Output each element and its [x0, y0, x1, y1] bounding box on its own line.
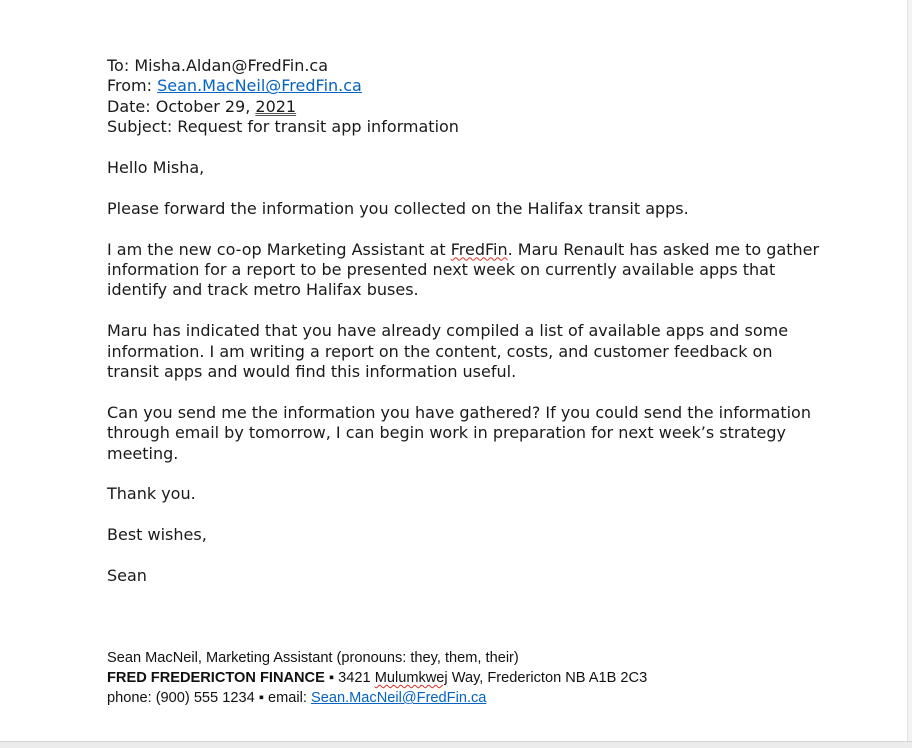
paragraph-1: Please forward the information you collected on the Halifax transit apps.	[107, 198, 689, 218]
address-rest: Way, Fredericton NB A1B 2C3	[447, 670, 648, 686]
company-name: FRED FREDERICTON FINANCE	[107, 670, 325, 686]
subject-value: Request for transit app information	[177, 117, 459, 137]
address-street-misspelled: Mulumkwej	[374, 670, 448, 686]
sender-name: Sean	[107, 566, 147, 586]
from-label: From:	[107, 76, 153, 96]
address-number: 3421	[338, 670, 375, 686]
subject-label: Subject:	[107, 117, 173, 137]
right-scroll-edge	[907, 0, 912, 748]
separator-bullet: ▪	[258, 690, 264, 706]
from-line	[107, 76, 827, 96]
subject-line	[107, 117, 827, 137]
separator-bullet: ▪	[328, 670, 335, 686]
greeting: Hello Misha,	[107, 158, 205, 178]
email-label: email:	[268, 690, 307, 706]
date-label: Date:	[107, 96, 151, 116]
phone: phone: (900) 555 1234	[107, 690, 255, 706]
signature-line-2	[107, 668, 807, 688]
date-value: October 29,	[155, 96, 251, 116]
company-name-misspelled: FredFin	[450, 239, 508, 259]
to-line	[107, 56, 827, 76]
paragraph-2-end: . Maru Renault has asked me to gather information for a report to be presented next week on currently available apps that identify and track metro Halifax buses.	[107, 239, 820, 300]
thanks-line: Thank you.	[107, 484, 196, 504]
email-signature	[107, 648, 807, 708]
email-letter	[107, 56, 827, 607]
date-line	[107, 97, 827, 117]
paragraph-3: Maru has indicated that you have already compiled a list of available apps and some information. I am writing a report on the content, costs, and customer feedback on transit apps and would find this information useful.	[107, 321, 789, 382]
to-address: Misha.Aldan@FredFin.ca	[134, 56, 329, 75]
paragraph-2	[107, 240, 827, 301]
paragraph-2-start: I am the new co-op Marketing Assistant at	[107, 239, 451, 259]
from-email-link[interactable]: Sean.MacNeil@FredFin.ca	[157, 76, 362, 96]
signature-line-1: Sean MacNeil, Marketing Assistant (pronouns: they, them, their)	[107, 650, 519, 666]
to-label: To:	[107, 56, 130, 75]
paragraph-4: Can you send me the information you have gathered? If you could send the information through email by tomorrow, I can begin work in preparation for next week’s strategy meeting.	[107, 402, 811, 463]
closing-line: Best wishes,	[107, 525, 207, 545]
date-year: 2021	[255, 96, 297, 116]
signature-email-link[interactable]: Sean.MacNeil@FredFin.ca	[311, 690, 487, 706]
signature-line-3	[107, 688, 807, 708]
bottom-page-edge	[0, 741, 912, 748]
